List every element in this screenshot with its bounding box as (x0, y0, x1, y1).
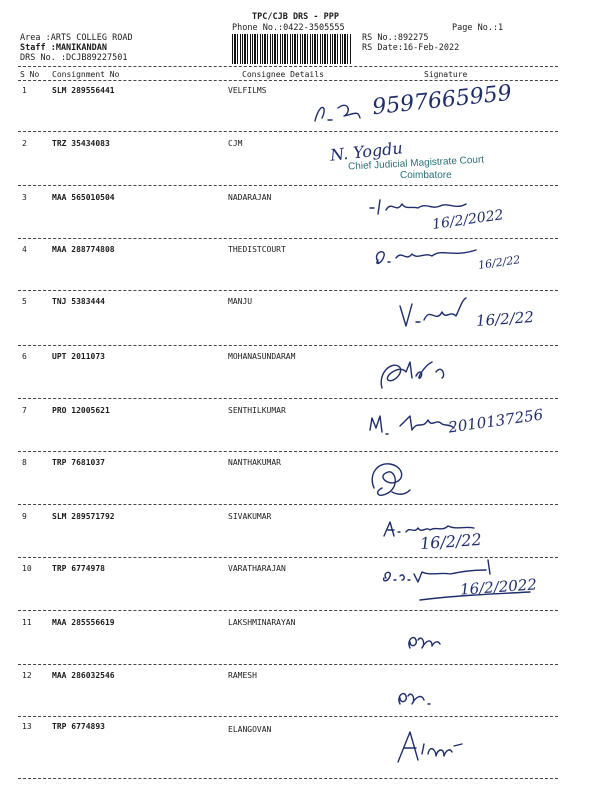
court-stamp-line2: Coimbatore (400, 170, 452, 181)
row-sno: 4 (22, 245, 27, 254)
row-consignee: RAMESH (228, 671, 257, 680)
divider (18, 238, 558, 239)
row-sno: 12 (22, 671, 32, 680)
divider (18, 504, 558, 505)
row-consignee: MOHANASUNDARAM (228, 352, 296, 361)
row-consignment: TNJ 5383444 (52, 297, 105, 306)
row-consignment: TRP 6774893 (52, 722, 105, 731)
signature-mark (404, 630, 444, 654)
row-consignment: SLM 289556441 (52, 86, 115, 95)
row-consignment: MAA 288774808 (52, 245, 115, 254)
row-consignment: TRP 6774978 (52, 564, 105, 573)
area-label: Area :ARTS COLLEG ROAD (20, 33, 133, 43)
signature-mark (310, 96, 370, 136)
col-consignment: Consignment No (52, 70, 120, 79)
signature-text: 16/2/22 (419, 529, 483, 554)
phone-number: Phone No.:0422-3505555 (232, 23, 345, 33)
document-title: TPC/CJB DRS - PPP (252, 12, 339, 22)
row-consignment: MAA 285556619 (52, 618, 115, 627)
drs-number: DRS No. :DCJB89227501 (20, 53, 128, 63)
row-sno: 5 (22, 297, 27, 306)
row-consignment: MAA 286032546 (52, 671, 115, 680)
divider (18, 398, 558, 399)
row-sno: 13 (22, 722, 32, 731)
divider (18, 451, 558, 452)
row-sno: 11 (22, 618, 32, 627)
divider (18, 610, 558, 611)
signature-mark (366, 458, 416, 502)
col-consignee: Consignee Details (242, 70, 324, 79)
signature-text: 9597665959 (371, 80, 513, 121)
divider (18, 66, 558, 67)
signature-mark (396, 296, 476, 332)
divider (18, 131, 558, 132)
staff-label: Staff :MANIKANDAN (20, 43, 107, 53)
row-consignee: VARATHARAJAN (228, 564, 286, 573)
row-consignment: PRO 12005621 (52, 406, 110, 415)
signature-mark (376, 354, 456, 394)
col-signature: Signature (424, 70, 468, 79)
barcode (232, 34, 352, 64)
signature-text: 16/2/22 (475, 308, 535, 330)
row-consignment: UPT 2011073 (52, 352, 105, 361)
row-consignee: THEDISTCOURT (228, 245, 286, 254)
divider (18, 345, 558, 346)
rs-number: RS No.:892275 (362, 33, 429, 43)
row-sno: 10 (22, 564, 32, 573)
signature-text: 16/2/2022 (431, 207, 505, 233)
signature-text: N. Yogdu (329, 138, 404, 165)
row-consignment: SLM 289571792 (52, 512, 115, 521)
row-sno: 9 (22, 512, 27, 521)
rs-date: RS Date:16-Feb-2022 (362, 43, 460, 53)
row-consignee: CJM (228, 139, 243, 148)
signature-mark (372, 244, 482, 268)
divider (18, 664, 558, 665)
divider (18, 778, 558, 779)
row-consignee: NANTHAKUMAR (228, 458, 281, 467)
signature-text: 16/2/2022 (459, 575, 538, 599)
signature-text: 16/2/22 (477, 253, 522, 272)
row-consignee: NADARAJAN (228, 193, 272, 202)
signature-mark (394, 686, 434, 710)
row-sno: 3 (22, 193, 27, 202)
col-sno: S No (20, 70, 40, 79)
row-consignee: LAKSHMINARAYAN (228, 618, 296, 627)
divider (18, 185, 558, 186)
signature-mark (392, 724, 472, 768)
row-consignee: SENTHILKUMAR (228, 406, 286, 415)
signature-text: 2010137256 (447, 405, 545, 437)
row-sno: 1 (22, 86, 27, 95)
row-consignee: ELANGOVAN (228, 725, 272, 734)
page-number: Page No.:1 (452, 23, 504, 33)
row-consignment: MAA 565010504 (52, 193, 115, 202)
court-stamp-line1: Chief Judicial Magistrate Court (347, 154, 485, 173)
row-consignment: TRP 7681037 (52, 458, 105, 467)
row-consignee: SIVAKUMAR (228, 512, 272, 521)
row-consignee: VELFILMS (228, 86, 267, 95)
divider (18, 80, 558, 81)
row-sno: 7 (22, 406, 27, 415)
row-consignment: TRZ 35434083 (52, 139, 110, 148)
row-sno: 2 (22, 139, 27, 148)
row-sno: 8 (22, 458, 27, 467)
divider (18, 290, 558, 291)
row-sno: 6 (22, 352, 27, 361)
row-consignee: MANJU (228, 297, 253, 306)
divider (18, 716, 558, 717)
